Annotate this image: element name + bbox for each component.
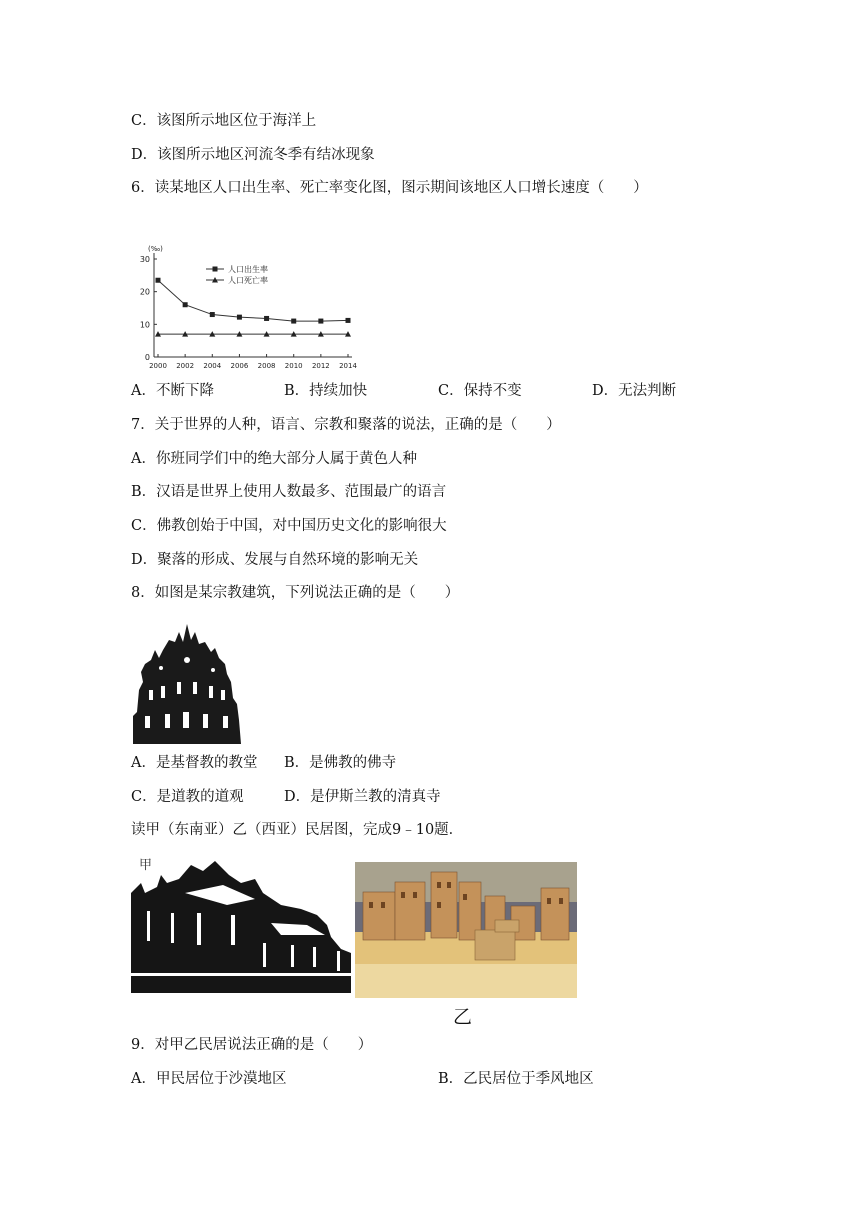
x-tick-label: 2004	[203, 362, 222, 370]
y-tick-label: 0	[144, 353, 150, 362]
intro-9-10: 读甲（东南亚）乙（西亚）民居图，完成9﹣10题．	[131, 822, 464, 838]
x-tick-label: 2014	[339, 362, 357, 370]
birth-rate-point	[291, 319, 296, 324]
church-image	[131, 620, 243, 746]
x-tick-label: 2002	[176, 362, 195, 370]
q7-option-b: B．汉语是世界上使用人数最多、范围最广的语言	[131, 484, 447, 500]
x-tick-label: 2006	[230, 362, 249, 370]
x-tick-label: 2012	[311, 362, 330, 370]
q8-option-a: A．是基督教的教堂	[131, 755, 258, 771]
question-8: 8．如图是某宗教建筑，下列说法正确的是（ ）	[131, 585, 460, 601]
q6-option-c: C．保持不变	[438, 383, 522, 399]
series-line-birth-rate	[158, 280, 348, 321]
q5-option-c: C．该图所示地区位于海洋上	[131, 113, 317, 129]
dwelling-photo-yi	[355, 862, 577, 998]
q7-option-d: D．聚落的形成、发展与自然环境的影响无关	[131, 552, 419, 568]
q8-option-b: B．是佛教的佛寺	[284, 755, 397, 771]
birth-rate-point	[318, 319, 323, 324]
q9-option-b: B．乙民居位于季风地区	[438, 1071, 594, 1087]
question-6: 6．读某地区人口出生率、死亡率变化图，图示期间该地区人口增长速度（ ）	[131, 180, 648, 196]
dwelling-photo-jia	[131, 853, 351, 993]
birth-rate-point	[264, 316, 269, 321]
question-9: 9．对甲乙民居说法正确的是（ ）	[131, 1037, 373, 1053]
x-tick-label: 2000	[149, 362, 167, 370]
legend-square-marker	[213, 267, 218, 272]
question-7: 7．关于世界的人种，语言、宗教和聚落的说法，正确的是（ ）	[131, 417, 561, 433]
x-tick-label: 2010	[284, 362, 303, 370]
yi-label: 乙	[453, 1006, 473, 1028]
q7-option-c: C．佛教创始于中国，对中国历史文化的影响很大	[131, 518, 447, 534]
q6-option-d: D．无法判断	[592, 383, 677, 399]
jia-label: 甲	[139, 858, 153, 873]
birth-rate-point	[237, 315, 242, 320]
y-unit-label: (‰)	[148, 245, 163, 253]
x-tick-label: 2008	[257, 362, 276, 370]
q7-option-a: A．你班同学们中的绝大部分人属于黄色人种	[131, 451, 417, 467]
q8-option-c: C．是道教的道观	[131, 789, 244, 805]
legend-label: 人口死亡率	[228, 276, 268, 285]
q6-option-a: A．不断下降	[131, 383, 214, 399]
q9-option-a: A．甲民居位于沙漠地区	[131, 1071, 287, 1087]
q6-option-b: B．持续加快	[284, 383, 368, 399]
birth-rate-point	[346, 318, 351, 323]
birth-death-rate-chart	[128, 243, 358, 373]
birth-rate-point	[156, 278, 161, 283]
birth-rate-point	[183, 302, 188, 307]
q5-option-d: D．该图所示地区河流冬季有结冰现象	[131, 147, 375, 163]
q8-option-d: D．是伊斯兰教的清真寺	[284, 789, 441, 805]
y-tick-label: 10	[139, 320, 150, 330]
legend-label: 人口出生率	[228, 265, 268, 274]
y-tick-label: 30	[139, 255, 150, 264]
birth-rate-point	[210, 312, 215, 317]
y-tick-label: 20	[139, 287, 150, 297]
